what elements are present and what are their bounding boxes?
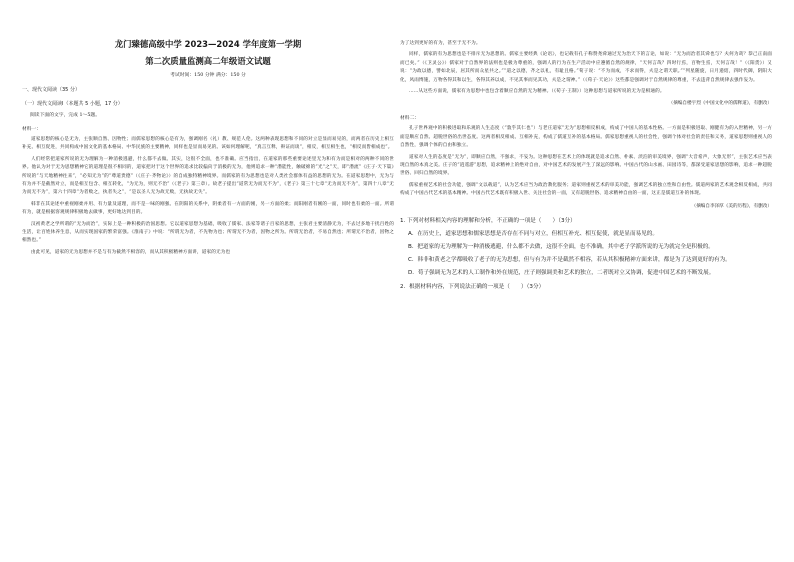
material-1-paragraph: ……从这些方面说，儒家有为思想中也包含着顺应自然的无为精神。（《荀子·王制》）这种思想与道家所说的无为是相通的。 bbox=[409, 89, 665, 95]
material-2-source: （摘编自李泽厚《美的历程》，有删改） bbox=[691, 203, 772, 209]
material-1-paragraph: 汉初黄老之学所谓的“无为而治”，实际上是一种积极的治国思想。它以道家思想为基础，吸收了儒家、法家等诸子百家的思想，主张君主要清静无为，不去过多地干扰百姓的生活，让百姓休养生息，从而实现国家的繁荣富强。《淮南子》中说：“所谓无为者，不先物为也；所谓无不为者，因物之所为。所谓无治者，不易自然也；所谓无不治者，因物之相然也。” bbox=[22, 221, 394, 244]
material-1-continuation: 为了达到更好的有为，甚至于无不为。 bbox=[400, 41, 481, 46]
material-1-paragraph: 同样，儒家的有为思想也是不排斥无为思想的。儒家主要经典《论语》，也记载有孔子称赞尧舜通过无为治天下的言论，如说：“无为而治者其舜也与？夫何为哉？恭己正南面而已矣。”（《卫灵公》）儒家对于自然界的法则也是极为尊重的，强调人的行为在生产活动中应遵循自然的规律，“天何言哉？四时行焉，百物生焉，天何言哉！”（《阳货》）又说：“为政以德，譬如北辰，居其所而众星共之。”“道之以德，齐之以礼，有耻且格。”荀子说：“不为而成，不求而得，夫是之谓天职。”“列星随旋，日月递炤，四时代御，阴阳大化，风雨博施，万物各得其和以生，各得其养以成，不见其事而见其功，夫是之谓神。”（《荀子·天论》）这些都是强调对于自然规律的尊重，不去违背自然规律去强作妄为。 bbox=[400, 52, 772, 83]
material-2-label: 材料二： bbox=[400, 116, 420, 122]
exam-subtitle: 第二次质量监测高二年级语文试题 bbox=[145, 56, 271, 66]
question-1-option-c: C．韩非和黄老之学都吸收了老子的无为思想，但与有为并不是截然不相容，若从其积极精神方面来讲，都是为了达到更好的有为。 bbox=[408, 256, 731, 263]
section-title: 一、现代文阅读（35 分） bbox=[22, 87, 80, 93]
material-1-paragraph: 由此可见，道家的无为思想并不是与有为截然不相容的，而从其积极精神方面讲，道家的无为也 bbox=[31, 249, 231, 255]
sub-section-title: （一）现代文阅读Ⅰ（本题共 5 小题，17 分） bbox=[22, 101, 123, 107]
material-1-paragraph: 道家思想的核心是无为，主张顺自然、因物性；而儒家思想的核心是有为，强调刚名（礼）教、规范人伦。这两种表现思想和不同的对立是显而易见的，而两者在历史上相互补充、相互促进，共同构成中国文化的基本格局、中华民族的主要精神，同样也是显而易见的。该如何理解呢，“真言互释，辩证而谈”，相反，相互相生也，“相反而皆相成也”。 bbox=[22, 137, 394, 151]
left-column bbox=[22, 36, 394, 260]
question-1-option-a: A．在历史上，道家思想和儒家思想是否存在不同与对立，但相互补充、相互促使，就是显而易见的。 bbox=[408, 230, 658, 237]
question-1-option-d: D．荀子强调无为艺术的人工制作和外在规范，庄子则强调美和艺术的独立，二者既对立又协调，促进中国艺术的不断发展。 bbox=[408, 269, 715, 276]
question-1-option-b: B．把道家的无为理解为一种消极逃避，什么都不去做，这很不全面，也不准确，其中老子学派所说的无为就完全是积极的。 bbox=[408, 243, 714, 250]
right-column bbox=[400, 40, 772, 292]
question-1-stem: 1. 下列对材料相关内容的理解和分析，不正确的一项是（ ）（3分） bbox=[400, 217, 576, 224]
material-2-paragraph: 儒家重视艺术的社会功能，强调“文以载道”，认为艺术应当为政治教化服务；道家则重视艺术的审美功能，强调艺术的独立性和自由性。儒道两家的艺术观念相反相成，共同构成了中国古代艺术的基本精神。中国古代艺术既有积极入世、关注社会的一面，又有超脱世俗、追求精神自由的一面，这正是儒道互补的体现。 bbox=[400, 182, 772, 197]
material-1-label: 材料一： bbox=[22, 127, 42, 132]
material-1-source: （摘编自楼宇烈《中国文化中的儒释道》，有删改） bbox=[668, 101, 772, 107]
reading-instruction: 阅读下面的文字，完成 1～5题。 bbox=[30, 113, 100, 118]
material-1-paragraph: 韩非在其论述中重视刚柔并用、有力量及道理，而不是一味的刚强。在阴阳的关系中，阴柔者有一方面的刚，另一方面的柔；而阳刚者有刚的一面，同时也有柔的一面。所谓有为，就是根据客观规律积极地去做事，更好地达到目的。 bbox=[22, 201, 394, 216]
material-2-paragraph: 道家对人生的态度是“无为”，即顺应自然，不强求，不妄为。这种思想在艺术上的体现就是追求自然、朴素、淡泊的审美境界，强调“大音希声，大象无形”，主张艺术应当表现自然的本真之美。庄子的“逍遥游”思想，追求精神上的绝对自由，对中国艺术的发展产生了深远的影响。中国古代的山水画、田园诗等，都深受道家思想的影响，追求一种超脱世俗、回归自然的境界。 bbox=[400, 154, 772, 177]
exam-school-title: 龙门臻德高级中学 2023—2024 学年度第一学期 bbox=[114, 39, 302, 49]
question-2-stem: 2．根据材料内容，下列说法正确的一项是（ ）（3分） bbox=[400, 283, 545, 290]
material-1-paragraph: 人们经常把道家所说的无为理解为一种消极逃避，什么都不去做。其实，这很不全面，也不准确。应当指出，在道家的那些重要论述里无为和有为而是相对的两种不同的世界。他认为对于无为思想精神它的道理是很不相同的，道家把对于这个世界的追求比较偏向于消极的无为，他则追求一种“潜能性，触破绵的”光“之”天，即“潜流”《庄子·天下篇》所说的“与天地精神往来”，“必知无为”的“尊道贵德”（《庄子·齐物论》）的自成独特精神境界。而儒家的有为思想也是对人类社会群体有益的思想的无为。在道家思想中，无为与有为并不是截然对立，而是相互包含、相互转化，“为无为，则无不治”（《老子》第三章）。故老子提出“道常无为而无不为”，《老子》第三十七章“无为而无不为”，第四十八章“无为而无不为”，第六十四章“为者败之，执者失之”，“是以圣人无为故无败，无执故无失”。 bbox=[22, 156, 394, 196]
exam-info: 考试时间：150 分钟 满分：150 分 bbox=[170, 73, 246, 78]
material-2-paragraph: 孔子世界观中的积极进取和乐观的人生态度（“敦乎其仁也”）与老庄道家“无为”思想相反相成，构成了中国人的基本性格。一方面是积极进取、刚健有为的入世精神，另一方面是顺应自然、超脱世俗的出世态度。这两者相反相成、互相补充，构成了儒道互补的基本格局。儒家思想重视人的社会性，强调个体对社会的责任和义务，道家思想则重视人的自然性，强调个体的自由和独立。 bbox=[400, 126, 772, 149]
